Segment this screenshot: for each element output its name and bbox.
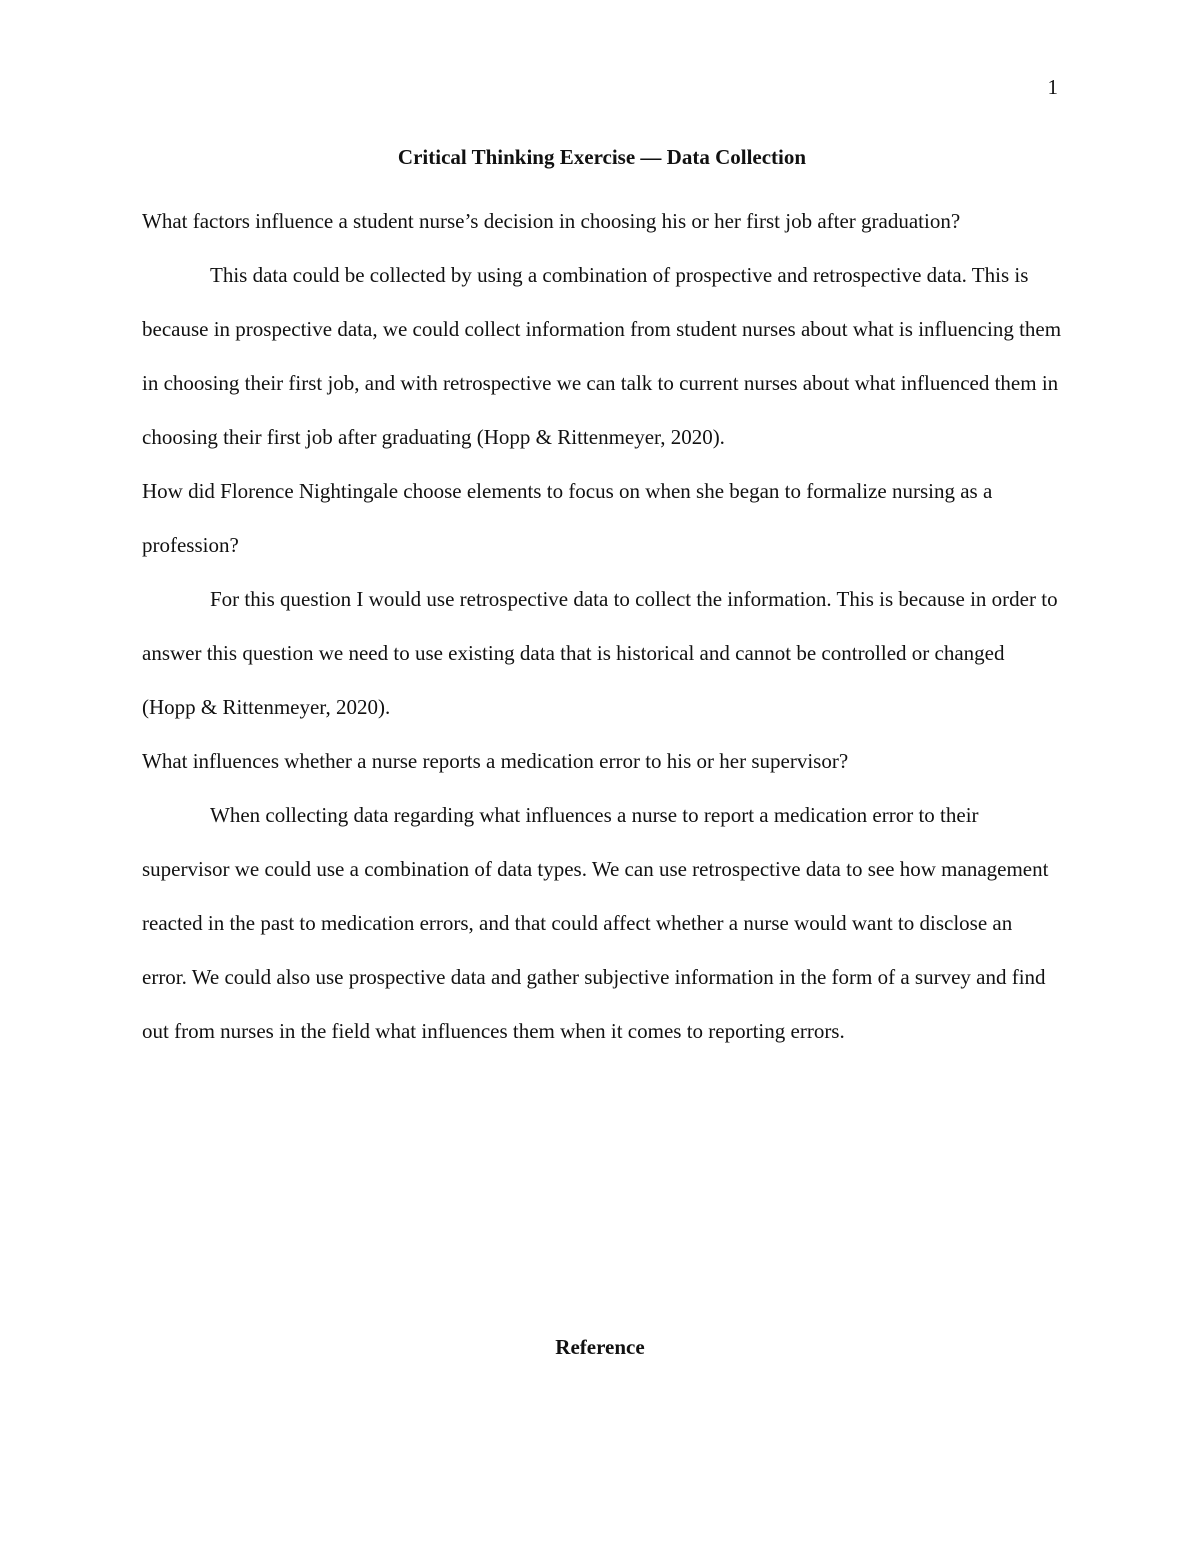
- question-1: What factors influence a student nurse’s decision in choosing his or her first job after graduation?: [142, 209, 961, 233]
- page-number: 1: [1047, 75, 1058, 99]
- document-body: [142, 140, 1062, 1058]
- answer-3: When collecting data regarding what influences a nurse to report a medication error to their supervisor we could use a combination of data types. We can use retrospective data to see how management reacted in the past to medication errors, and that could affect whether a nurse would want to disclose an error. We could also use prospective data and gather subjective information in the form of a survey and find out from nurses in the field what influences them when it comes to reporting errors.: [142, 803, 1049, 1043]
- answer-2: For this question I would use retrospective data to collect the information. This is because in order to answer this question we need to use existing data that is historical and cannot be controlled or changed (Hopp & Rittenmeyer, 2020).: [142, 587, 1058, 719]
- document-title: Critical Thinking Exercise — Data Collection: [397, 145, 807, 169]
- answer-1: This data could be collected by using a combination of prospective and retrospective data. This is because in prospective data, we could collect information from student nurses about what is influencing them in choosing their first job, and with retrospective we can talk to current nurses about what influenced them in choosing their first job after graduating (Hopp & Rittenmeyer, 2020).: [142, 263, 1062, 449]
- question-3: What influences whether a nurse reports a medication error to his or her supervisor?: [142, 749, 849, 773]
- reference-heading: Reference: [555, 1335, 645, 1359]
- question-2: How did Florence Nightingale choose elements to focus on when she began to formalize nursing as a profession?: [142, 479, 993, 557]
